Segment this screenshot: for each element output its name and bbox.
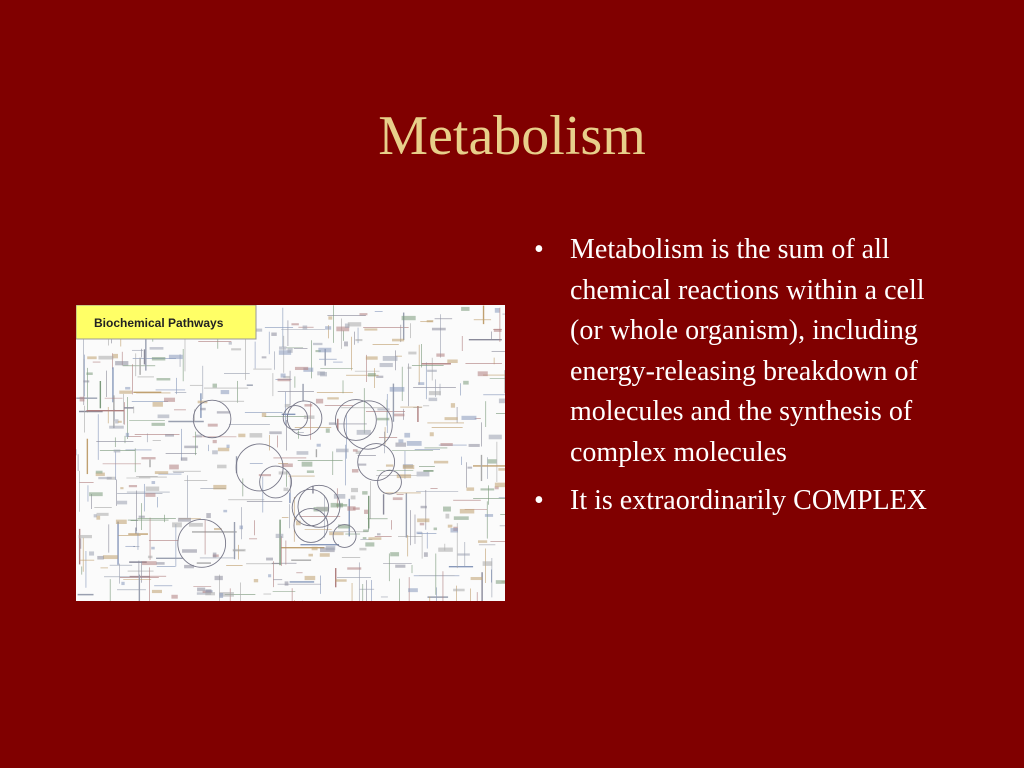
bullet-text: Metabolism is the sum of all chemical reactions within a cell (or whole organism), including energy-releasing breakdown of molecules and the synthesis of complex molecules xyxy=(570,234,925,468)
pathway-node xyxy=(169,465,179,470)
pathway-node xyxy=(223,510,227,512)
pathway-node xyxy=(115,361,128,365)
pathway-node xyxy=(152,481,156,484)
pathway-node xyxy=(362,491,367,494)
pathway-node xyxy=(353,449,358,451)
pathway-cycle xyxy=(378,470,402,494)
pathway-node xyxy=(164,398,175,402)
pathway-cycle xyxy=(283,406,307,430)
pathway-node xyxy=(278,379,291,382)
pathway-cycle xyxy=(260,466,292,498)
pathway-node xyxy=(97,513,109,516)
pathway-node xyxy=(429,398,438,401)
pathway-node xyxy=(478,371,488,376)
pathway-node xyxy=(404,433,410,438)
pathway-node xyxy=(430,432,434,436)
pathway-node xyxy=(489,435,502,440)
pathway-node xyxy=(348,322,361,326)
pathway-node xyxy=(450,528,458,532)
pathway-node xyxy=(281,374,286,378)
pathway-node xyxy=(436,353,444,356)
pathway-node xyxy=(376,376,383,378)
pathway-node xyxy=(213,485,226,490)
pathway-node xyxy=(331,503,343,508)
bullet-item xyxy=(530,230,950,473)
pathway-node xyxy=(153,402,163,407)
pathway-node xyxy=(334,494,345,499)
pathway-node xyxy=(151,547,155,550)
pathway-node xyxy=(408,588,418,592)
pathway-node xyxy=(182,549,197,553)
pathway-node xyxy=(97,556,104,560)
pathway-node xyxy=(434,528,437,531)
pathway-node xyxy=(463,381,469,385)
pathway-node xyxy=(326,546,336,551)
pathway-node xyxy=(96,471,103,474)
pathway-node xyxy=(262,413,266,417)
pathway-node xyxy=(432,328,446,331)
pathway-node xyxy=(355,339,362,341)
pathway-node xyxy=(219,593,223,598)
pathway-node xyxy=(231,348,241,350)
pathway-node xyxy=(150,347,164,350)
pathway-node xyxy=(297,451,309,455)
bullet-text: It is extraordinarily COMPLEX xyxy=(570,485,927,516)
pathway-node xyxy=(98,356,113,360)
pathway-node xyxy=(390,387,405,392)
pathway-node xyxy=(496,580,505,584)
pathway-node xyxy=(377,533,381,535)
pathway-node xyxy=(279,346,286,349)
pathway-node xyxy=(344,341,348,346)
pathway-node xyxy=(295,367,308,370)
pathway-node xyxy=(358,464,366,466)
pathway-node xyxy=(440,443,452,446)
pathway-node xyxy=(445,417,458,420)
pathway-node xyxy=(408,367,412,369)
pathway-node xyxy=(427,370,437,372)
pathway-node xyxy=(171,595,177,599)
pathway-node xyxy=(327,397,339,399)
pathway-node xyxy=(226,445,229,448)
pathway-node xyxy=(408,352,416,355)
pathway-node xyxy=(498,468,505,471)
pathway-node xyxy=(152,357,165,360)
pathway-node xyxy=(359,313,367,315)
pathway-node xyxy=(239,526,243,530)
pathway-node xyxy=(266,558,273,561)
pathway-node xyxy=(336,449,349,453)
pathway-node xyxy=(377,418,389,421)
bullet-marker: • xyxy=(534,485,544,516)
pathway-node xyxy=(466,487,474,490)
pathway-node xyxy=(89,551,94,555)
pathway-node xyxy=(317,371,325,375)
pathway-node xyxy=(98,477,111,479)
pathway-node xyxy=(451,403,455,408)
pathway-node xyxy=(416,532,421,534)
pathway-node xyxy=(276,534,284,538)
pathway-node xyxy=(499,399,505,404)
pathway-node xyxy=(157,378,171,380)
pathway-node xyxy=(254,579,258,582)
pathway-node xyxy=(417,472,430,477)
pathway-node xyxy=(218,448,229,452)
pathway-node xyxy=(326,428,330,432)
pathway-node xyxy=(139,516,145,518)
pathway-node xyxy=(285,581,289,585)
pathway-node xyxy=(118,421,122,423)
pathway-node xyxy=(365,542,374,546)
pathway-node xyxy=(83,380,89,382)
pathway-node xyxy=(393,497,403,500)
pathway-node xyxy=(368,537,381,540)
pathway-node xyxy=(141,457,155,459)
pathway-node xyxy=(368,373,376,377)
pathway-node xyxy=(424,552,428,557)
pathway-node xyxy=(120,487,123,489)
pathway-node xyxy=(196,435,202,438)
pathway-node xyxy=(302,462,313,467)
pathway-node xyxy=(121,582,124,585)
pathway-node xyxy=(205,592,215,595)
pathway-node xyxy=(269,431,281,434)
pathway-node xyxy=(213,553,217,558)
pathway-cycle xyxy=(193,400,231,438)
pathway-node xyxy=(488,459,497,463)
pathway-cycle xyxy=(335,400,376,441)
pathway-node xyxy=(217,411,230,413)
pathway-node xyxy=(390,552,399,556)
pathway-node xyxy=(318,348,331,353)
pathway-node xyxy=(129,485,137,487)
pathway-node xyxy=(494,329,502,332)
pathway-node xyxy=(109,426,124,429)
pathway-node xyxy=(86,372,92,375)
pathway-node xyxy=(407,441,422,446)
pathway-node xyxy=(329,532,343,535)
pathway-node xyxy=(291,323,298,325)
pathway-node xyxy=(418,382,424,385)
pathway-node xyxy=(443,507,451,512)
pathway-node xyxy=(116,520,127,524)
pathway-node xyxy=(146,487,160,491)
pathway-node xyxy=(119,391,132,394)
pathway-node xyxy=(287,348,292,353)
pathway-node xyxy=(156,562,165,565)
pathway-node xyxy=(316,399,323,404)
pathway-node xyxy=(329,422,336,424)
pathway-node xyxy=(429,391,441,395)
pathway-node xyxy=(446,514,450,519)
pathway-node xyxy=(229,342,232,345)
pathway-node xyxy=(347,506,355,510)
pathway-node xyxy=(213,440,217,443)
pathway-node xyxy=(305,576,316,580)
pathway-node xyxy=(181,457,188,460)
pathway-node xyxy=(447,359,457,363)
pathway-node xyxy=(403,465,414,469)
pathway-node xyxy=(184,446,198,449)
pathway-node xyxy=(395,443,406,447)
pathway-node xyxy=(347,567,361,569)
bullet-marker: • xyxy=(534,234,544,265)
pathway-node xyxy=(313,343,322,345)
pathway-node xyxy=(460,509,474,514)
bullet-item xyxy=(530,481,950,522)
pathway-node xyxy=(363,530,369,532)
pathway-node xyxy=(478,540,487,543)
pathway-node xyxy=(307,470,314,473)
pathway-node xyxy=(117,501,127,505)
pathway-node xyxy=(103,555,118,559)
pathway-node xyxy=(328,316,332,319)
pathway-node xyxy=(212,450,218,454)
pathway-node xyxy=(217,465,226,469)
pathway-node xyxy=(96,516,100,520)
pathway-node xyxy=(427,320,434,322)
pathway-node xyxy=(158,414,170,418)
pathway-node xyxy=(284,488,289,491)
pathway-node xyxy=(126,433,129,437)
pathway-label: Biochemical Pathways xyxy=(94,316,224,330)
pathway-node xyxy=(152,590,162,593)
pathway-node xyxy=(421,506,427,509)
pathway-node xyxy=(303,325,308,329)
pathway-node xyxy=(80,397,85,402)
pathway-node xyxy=(363,537,367,539)
pathway-node xyxy=(359,548,366,551)
pathway-node xyxy=(271,333,276,336)
pathway-node xyxy=(495,308,500,313)
pathway-node xyxy=(320,553,330,557)
pathway-node xyxy=(420,523,424,526)
pathway-node xyxy=(172,522,182,527)
pathway-node xyxy=(481,488,495,490)
pathway-node xyxy=(335,579,346,582)
pathway-node xyxy=(145,493,155,497)
pathway-node xyxy=(398,439,403,442)
pathway-node xyxy=(142,561,156,565)
slide-title: Metabolism xyxy=(378,105,646,167)
pathway-node xyxy=(392,339,404,342)
pathway-node xyxy=(467,467,472,469)
pathway-node xyxy=(250,433,263,437)
pathway-node xyxy=(317,444,321,447)
pathway-node xyxy=(206,513,211,518)
pathway-node xyxy=(152,423,165,426)
pathway-node xyxy=(155,471,168,474)
pathway-node xyxy=(165,434,174,436)
pathway-node xyxy=(169,355,183,359)
pathway-node xyxy=(268,574,271,577)
pathway-node xyxy=(434,461,448,464)
pathway-node xyxy=(87,356,96,359)
pathway-node xyxy=(304,415,315,418)
pathway-node xyxy=(364,510,368,514)
pathway-node xyxy=(178,518,191,522)
pathway-node xyxy=(352,469,358,473)
pathway-node xyxy=(238,434,245,438)
pathway-node xyxy=(383,356,398,361)
pathway-node xyxy=(386,464,393,466)
pathway-node xyxy=(366,356,378,359)
pathway-node xyxy=(205,589,211,591)
pathway-node xyxy=(233,549,246,551)
pathway-node xyxy=(213,384,217,388)
pathway-node xyxy=(308,554,312,557)
pathway-node xyxy=(200,408,206,410)
bullet-list xyxy=(530,230,950,530)
pathway-node xyxy=(351,495,356,499)
pathway-node xyxy=(89,492,103,496)
pathway-node xyxy=(262,356,267,358)
pathway-node xyxy=(483,561,493,566)
pathway-node xyxy=(453,589,464,592)
pathway-node xyxy=(364,328,377,330)
pathway-node xyxy=(208,424,218,427)
pathway-node xyxy=(189,523,203,527)
pathway-node xyxy=(148,556,152,559)
pathway-node xyxy=(471,577,483,580)
pathway-node xyxy=(79,535,92,538)
pathway-node xyxy=(394,414,404,417)
pathway-node xyxy=(351,488,358,492)
pathway-node xyxy=(461,416,476,420)
pathway-node xyxy=(125,387,130,390)
pathway-node xyxy=(114,450,121,453)
pathway-node xyxy=(395,565,405,568)
biochemical-pathways-image xyxy=(76,305,505,601)
pathway-node xyxy=(448,525,453,528)
pathway-node xyxy=(380,363,393,367)
pathway-node xyxy=(402,316,416,320)
pathway-node xyxy=(94,514,97,517)
pathway-node xyxy=(438,548,453,552)
pathway-node xyxy=(357,430,371,435)
pathway-node xyxy=(417,518,429,522)
pathway-node xyxy=(458,553,470,555)
pathway-node xyxy=(495,483,505,488)
pathway-node xyxy=(221,390,229,394)
pathway-node xyxy=(454,516,469,520)
pathway-node xyxy=(325,326,331,329)
pathway-node xyxy=(469,444,480,447)
pathway-node xyxy=(215,576,223,580)
pathway-node xyxy=(312,547,318,550)
pathway-node xyxy=(197,588,205,592)
pathway-node xyxy=(461,307,469,311)
pathway-node xyxy=(485,514,493,517)
metabolic-pathway-map-icon xyxy=(76,305,505,601)
pathway-node xyxy=(304,404,312,406)
